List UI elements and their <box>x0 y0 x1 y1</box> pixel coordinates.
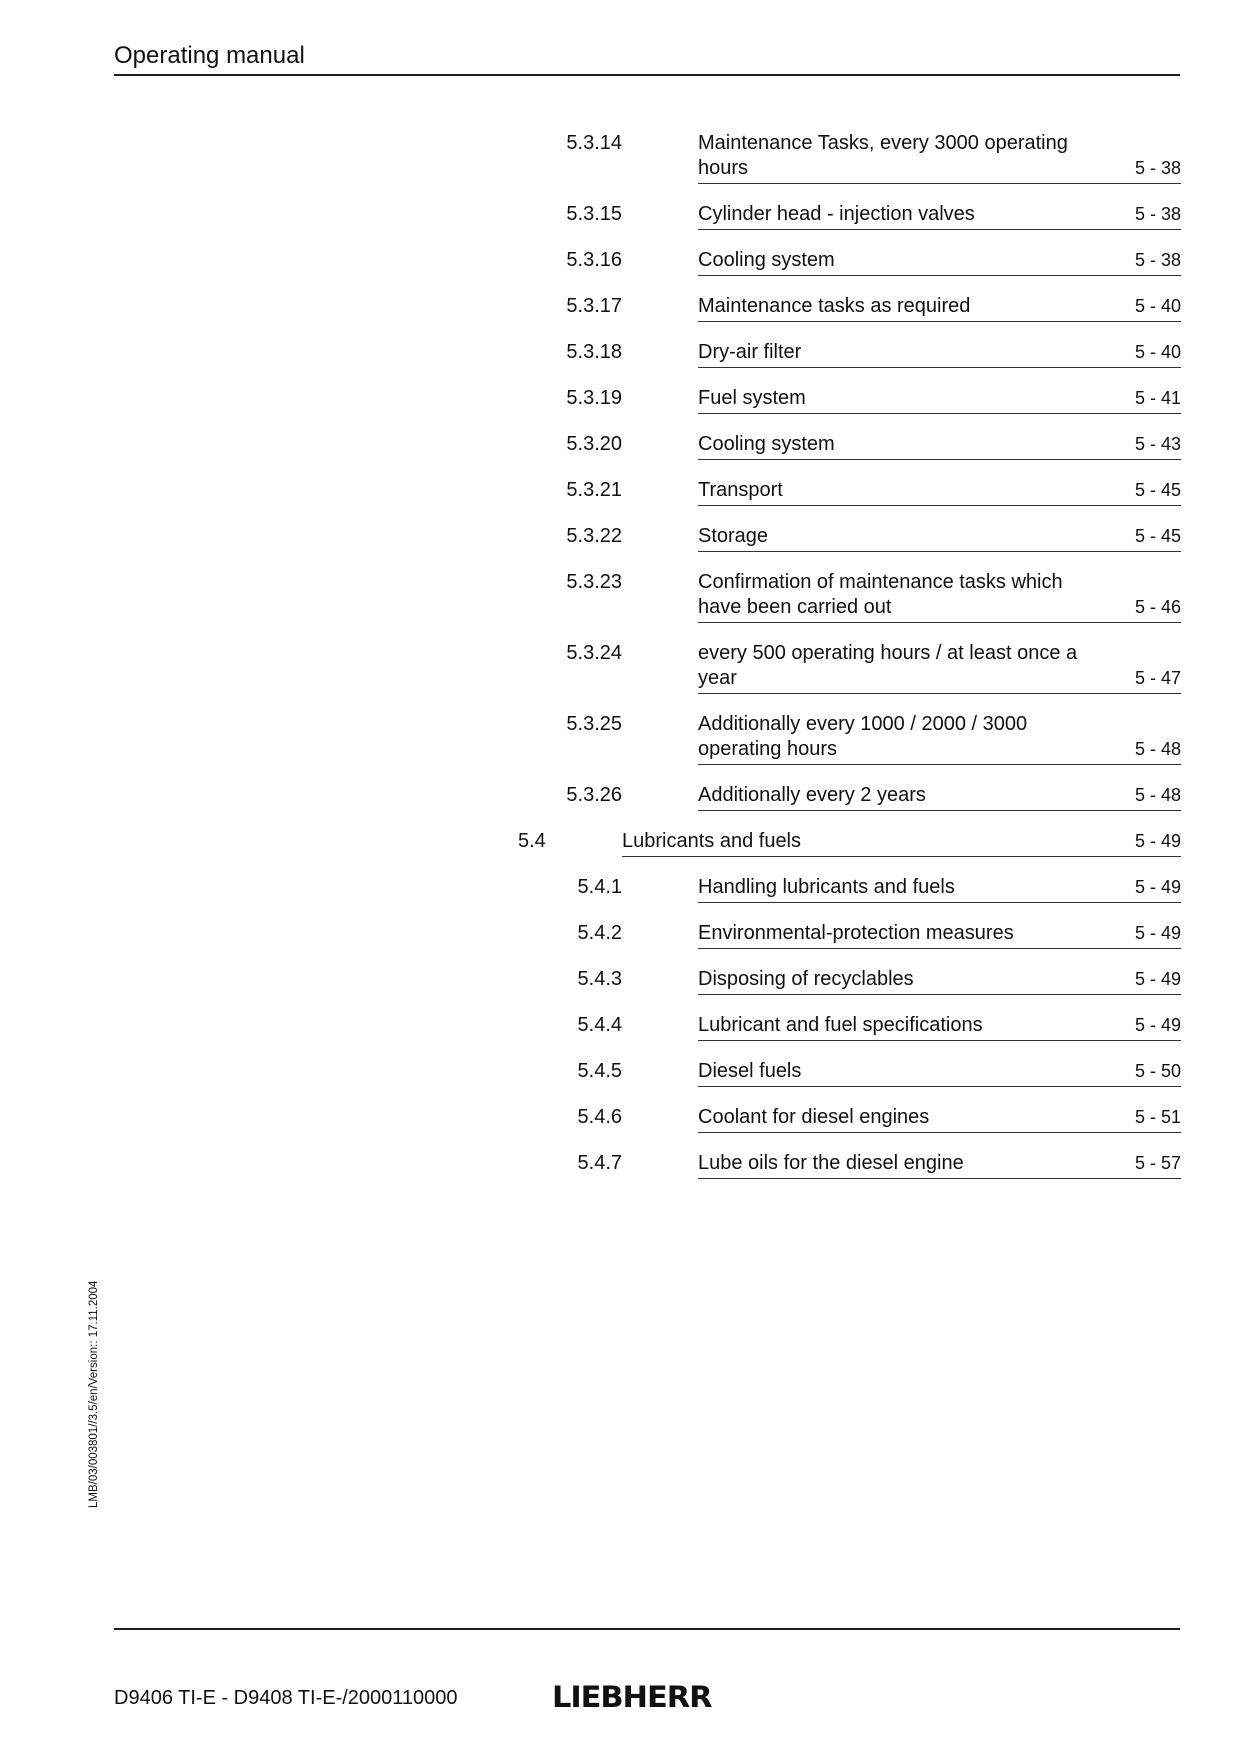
toc-entry-number: 5.3.16 <box>566 249 622 271</box>
toc-entry-title-line: Handling lubricants and fuels <box>698 876 955 898</box>
toc-entry-title <box>698 248 1181 276</box>
toc-entry-number: 5.4.2 <box>577 922 622 944</box>
toc-entry-number: 5.3.22 <box>566 525 622 547</box>
toc-entry-title <box>698 432 1181 460</box>
toc-entry-number: 5.4.5 <box>577 1060 622 1082</box>
toc-entry-title <box>698 783 1181 811</box>
footer-divider <box>114 1628 1180 1630</box>
toc-entry-title-line: Environmental-protection measures <box>698 922 1014 944</box>
toc-entry-page: 5 - 38 <box>1134 250 1181 270</box>
header-divider <box>114 74 1180 76</box>
toc-entry-page: 5 - 41 <box>1134 388 1181 408</box>
version-label: LMB/03/003801//3.5/en/Version:: 17.11.2004 <box>88 1280 100 1508</box>
toc-entry-page: 5 - 49 <box>1134 1015 1181 1035</box>
toc-entry-number: 5.3.24 <box>566 642 622 664</box>
toc-entry-title-line: operating hours <box>698 738 837 760</box>
toc-entry-title-line: Cooling system <box>698 249 835 271</box>
toc-entry-title-line: Transport <box>698 479 783 501</box>
toc-entry-page: 5 - 46 <box>1134 597 1181 617</box>
toc-entry-title-line: Confirmation of maintenance tasks which <box>698 571 1063 593</box>
toc-entry-title-line: hours <box>698 157 749 179</box>
toc-entry-number: 5.3.26 <box>566 784 622 806</box>
toc-entry-title-line: Fuel system <box>698 387 806 409</box>
toc-entry-title <box>698 1105 1181 1133</box>
toc-entry-title <box>698 340 1181 368</box>
toc-entry-page: 5 - 38 <box>1134 204 1181 224</box>
toc-entry-title <box>698 1013 1181 1041</box>
toc-entry-page: 5 - 49 <box>1134 969 1181 989</box>
toc-entry-number: 5.4 <box>518 830 546 852</box>
toc-entry-title <box>698 524 1181 552</box>
toc-entry-page: 5 - 45 <box>1134 480 1181 500</box>
toc-entry-page: 5 - 49 <box>1134 923 1181 943</box>
toc-entry-title-line: Additionally every 2 years <box>698 784 926 806</box>
toc-entry-page: 5 - 40 <box>1134 296 1181 316</box>
toc-entry-title-line: Disposing of recyclables <box>698 968 914 990</box>
toc-entry-number: 5.4.6 <box>577 1106 622 1128</box>
document-id: D9406 TI-E - D9408 TI-E-/2000110000 <box>114 1687 458 1709</box>
toc-entry-number: 5.4.7 <box>577 1152 622 1174</box>
toc-entry-title <box>698 921 1181 949</box>
toc-entry-number: 5.3.21 <box>566 479 622 501</box>
toc-entry-title-line: have been carried out <box>698 596 892 618</box>
toc-entry-page: 5 - 38 <box>1134 158 1181 178</box>
toc-entry-title-line: Maintenance tasks as required <box>698 295 971 317</box>
toc-entry-page: 5 - 48 <box>1134 785 1181 805</box>
toc-entry-page: 5 - 45 <box>1134 526 1181 546</box>
toc-entry-title <box>698 967 1181 995</box>
toc-entry-number: 5.3.20 <box>566 433 622 455</box>
toc-entry-title-line: Diesel fuels <box>698 1060 802 1082</box>
liebherr-logo: LIEBHERR <box>552 1680 712 1714</box>
toc-entry-title-line: Dry-air filter <box>698 341 802 363</box>
toc-entry-title-line: Maintenance Tasks, every 3000 operating <box>698 132 1068 154</box>
toc-entry-number: 5.3.25 <box>566 713 622 735</box>
toc-entry-title <box>698 478 1181 506</box>
toc-entry-number: 5.3.23 <box>566 571 622 593</box>
toc-entry-page: 5 - 43 <box>1134 434 1181 454</box>
toc-entry-title-line: Storage <box>698 525 769 547</box>
toc-entry-title <box>698 712 1181 765</box>
toc-entry-title <box>698 294 1181 322</box>
toc-entry-title-line: Lube oils for the diesel engine <box>698 1152 964 1174</box>
toc-entry-number: 5.4.1 <box>577 876 622 898</box>
toc-entry-page: 5 - 50 <box>1134 1061 1181 1081</box>
toc-entry-title <box>698 1151 1181 1179</box>
toc-entry-page: 5 - 49 <box>1134 877 1181 897</box>
toc-entry-title-line: Cylinder head - injection valves <box>698 203 975 225</box>
toc-entry-title-line: Coolant for diesel engines <box>698 1106 930 1128</box>
toc-entry-page: 5 - 57 <box>1134 1153 1181 1173</box>
toc-entry-title <box>698 641 1181 694</box>
toc-entry-page: 5 - 40 <box>1134 342 1181 362</box>
toc-entry-number: 5.3.17 <box>566 295 622 317</box>
toc-entry-page: 5 - 47 <box>1134 668 1181 688</box>
toc-entry-number: 5.4.4 <box>577 1014 622 1036</box>
toc-entry-title-line: year <box>698 667 737 689</box>
toc-entry-number: 5.3.19 <box>566 387 622 409</box>
toc-entry-number: 5.4.3 <box>577 968 622 990</box>
toc-entry-title <box>622 829 1181 857</box>
toc-entry-title <box>698 202 1181 230</box>
page-title: Operating manual <box>114 42 305 69</box>
toc-entry-page: 5 - 48 <box>1134 739 1181 759</box>
toc-entry-title <box>698 386 1181 414</box>
toc-entry-title <box>698 875 1181 903</box>
toc-entry-title <box>698 131 1181 184</box>
toc-entry-number: 5.3.18 <box>566 341 622 363</box>
toc-entry-title-line: Lubricants and fuels <box>622 830 802 852</box>
toc-entry-number: 5.3.14 <box>566 132 622 154</box>
toc-entry-title-line: every 500 operating hours / at least once a <box>698 642 1078 664</box>
toc-entry-title-line: Cooling system <box>698 433 835 455</box>
toc-entry-page: 5 - 49 <box>1134 831 1181 851</box>
toc-entry-title <box>698 1059 1181 1087</box>
toc-entry-title-line: Lubricant and fuel specifications <box>698 1014 983 1036</box>
toc-entry-page: 5 - 51 <box>1134 1107 1181 1127</box>
toc-entry-title-line: Additionally every 1000 / 2000 / 3000 <box>698 713 1028 735</box>
toc-entry-number: 5.3.15 <box>566 203 622 225</box>
toc-entry-title <box>698 570 1181 623</box>
